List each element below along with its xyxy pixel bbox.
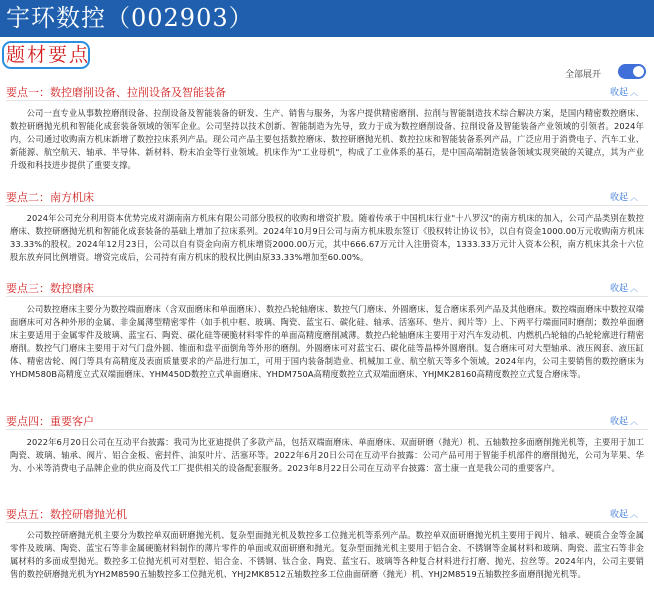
collapse-button[interactable] [610, 282, 638, 296]
chevron-up-icon: ︿ [630, 510, 638, 519]
chevron-up-icon: ︿ [630, 88, 638, 97]
stock-header-bar [0, 0, 654, 37]
collapse-label: 收起 [609, 417, 628, 427]
section-5 [6, 508, 648, 581]
section-title: 要点二：南方机床 [6, 191, 94, 204]
expand-all-toggle[interactable] [618, 64, 646, 79]
section-title: 要点五：数控研磨抛光机 [6, 508, 127, 521]
toggle-knob [633, 66, 644, 77]
collapse-button[interactable] [610, 86, 638, 100]
section-header [6, 191, 648, 206]
section-3 [6, 282, 648, 381]
section-title: 要点四：重要客户 [6, 415, 94, 428]
collapse-label: 收起 [609, 193, 628, 203]
section-body: 2024年公司充分利用资本优势完成对湖南南方机床有限公司部分股权的收购和增资扩股。随着传承于中国机床行业"十八罗汉"的南方机床的加入，公司产品类别在数控磨床、数控研磨抛光机和智能化成套装备的基础上增加了拉床系列。2024年10月9日公司与南方机床股东签订《股权转让协议书》，以自有资金1000.00万元收购南方机床33.33%的股权。2024年12月23日，公司以自有资金向南方机床增资2000.00万元，其中666.67万元计入注册资本，1333.33万元计入资本公积，南方机床其余十六位股东放弃同比例增资。增资完成后，公司持有南方机床的股权比例由原33.33%增加至60.00%。 [10, 213, 644, 262]
chevron-up-icon: ︿ [630, 284, 638, 293]
section-1 [6, 86, 648, 172]
section-2 [6, 191, 648, 264]
collapse-label: 收起 [609, 88, 628, 98]
section-header [6, 415, 648, 430]
section-header [6, 282, 648, 297]
section-body: 公司数控研磨抛光机主要分为数控单双面研磨抛光机、复杂型面抛光机及数控多工位抛光机等系列产品。数控单双面研磨抛光机主要用于阀片、轴承、硬质合金等金属零件及玻璃、陶瓷、蓝宝石等非金属硬脆材料制作的薄片零件的单面或双面研磨和抛光。复杂型面抛光机主要用于铝合金、不锈钢等金属材料和玻璃、陶瓷、蓝宝石等非金属材料的多面成型抛光。数控多工位抛光机可对型腔、铝合金、不锈钢、钛合金、陶瓷、蓝宝石、玻璃等各种复合材料进行打磨、抛光、拉丝等。2024年内，公司主要销售的数控研磨抛光机为YH2M8590五轴数控多工位抛光机、YHJ2MK8512五轴数控多工位曲面研磨（抛光）机、YHJ2M8519五轴数控多面磨削抛光机等。 [10, 530, 644, 579]
collapse-button[interactable] [610, 508, 638, 522]
topic-title: 题材要点 [6, 44, 91, 66]
collapse-label: 收起 [609, 284, 628, 294]
stock-title: 宇环数控（002903） [6, 4, 254, 32]
section-title: 要点三：数控磨床 [6, 282, 94, 295]
section-body: 公司数控磨床主要分为数控端面磨床（含双面磨床和单面磨床）、数控凸轮轴磨床、数控气门磨床、外圆磨床、复合磨床系列产品及其他磨床。数控端面磨床中数控双端面磨床可对各种外形的金属、非金属薄型精密零件（如手机中框、玻璃、陶瓷、蓝宝石、碳化硅、轴承、活塞环、垫片、阀片等）上、下两平行端面同时磨削；数控单面磨床主要适用于金属零件及玻璃、蓝宝石、陶瓷、碳化硅等硬脆材料零件的单面高精度磨削减薄。数控凸轮轴磨床主要用于对汽车发动机、内燃机凸轮轴的凸轮轮廓进行精密磨削。数控气门磨床主要用于对气门盘外圆、锥面和盘平面倒角等外形的磨削。外圆磨床可对蓝宝石、碳化硅等晶棒外圆磨削。复合磨床可对大型轴承、液压阀套、液压缸体、精密齿轮、阀门等具有高精度及表面质量要求的产品进行加工，可用于国内装备制造业、机械加工业、航空航天等多个领域。2024年内，公司主要销售的数控磨床为YHDM580B高精度立式双端面磨床、YHM450D数控立式单面磨床、YHDM750A高精度数控立式双端面磨床、YHJMK28160高精度数控立式复合磨床等。 [10, 304, 644, 379]
collapse-button[interactable] [610, 415, 638, 429]
section-body: 公司一直专业从事数控磨削设备、拉削设备及智能装备的研发、生产、销售与服务，为客户提供精密磨削、拉削与智能制造技术综合解决方案，是国内精密数控磨床、数控研磨抛光机和智能化成套装备领域的领军企业。公司坚持以技术创新、智能制造为先导，致力于成为数控磨削设备、拉削设备及智能装备产业领域的引领者。2024年内，公司通过收购南方机床新增了数控拉床系列产品。现公司产品主要包括数控磨床、数控研磨抛光机、数控拉床和智能装备系列产品，广泛应用于消费电子、汽车工业、新能源、航空航天、轴承、半导体、新材料、粉末冶金等行业领域。机床作为"工业母机"，构成了工业体系的基石，是中国高端制造装备领域实现突破的关键点，其为产业升级和科技进步提供了重要支撑。 [10, 108, 644, 170]
section-header [6, 508, 648, 523]
collapse-button[interactable] [610, 191, 638, 205]
chevron-up-icon: ︿ [630, 193, 638, 202]
section-header [6, 86, 648, 101]
section-title: 要点一：数控磨削设备、拉削设备及智能装备 [6, 86, 226, 99]
section-4 [6, 415, 648, 475]
section-body: 2022年6月20日公司在互动平台披露：我司为比亚迪提供了多款产品，包括双端面磨床、单面磨床、双面研磨（抛光）机、五轴数控多面磨削抛光机等，主要用于加工陶瓷、玻璃、轴承、阀片、铝合金板、密封件、油泵叶片、活塞环等。2022年6月20日公司在互动平台披露：公司产品可用于智能手机部件的磨削抛光，公司为苹果、华为、小米等消费电子品牌企业的供应商及代工厂提供相关的设备配套服务。2023年8月22日公司在互动平台披露：富士康一直是我公司的重要客户。 [10, 437, 644, 473]
collapse-label: 收起 [609, 510, 628, 520]
chevron-up-icon: ︿ [630, 417, 638, 426]
expand-all-label: 全部展开 [565, 70, 602, 80]
